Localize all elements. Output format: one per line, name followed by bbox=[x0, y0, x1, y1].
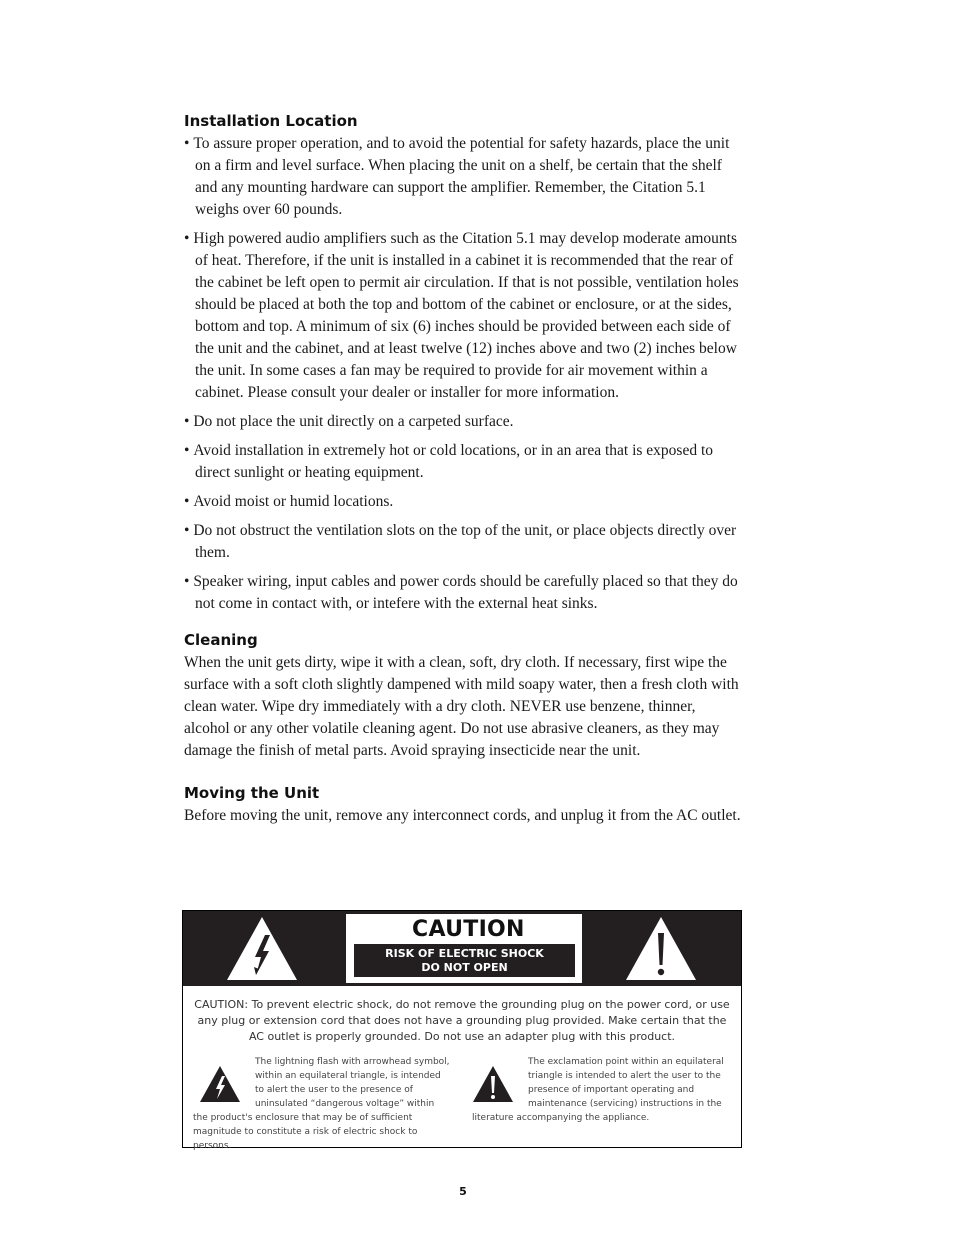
page-content bbox=[184, 110, 744, 827]
caution-subtitle-line: RISK OF ELECTRIC SHOCK bbox=[385, 947, 544, 960]
lightning-symbol-explanation bbox=[193, 1055, 451, 1153]
lightning-warning-icon bbox=[225, 915, 299, 982]
bullet-item: • Do not obstruct the ventilation slots on the top of the unit, or place objects directly over them. bbox=[184, 520, 744, 564]
exclamation-warning-icon bbox=[472, 1065, 514, 1103]
bullet-item: • To assure proper operation, and to avoid the potential for safety hazards, place the unit on a firm and level surface. When placing the unit on a shelf, be certain that the shelf and any mounting hardware can support the amplifier. Remember, the Citation 5.1 weighs over 60 pounds. bbox=[184, 133, 744, 221]
caution-subtitle-line: DO NOT OPEN bbox=[421, 961, 508, 974]
bullet-item: • Avoid installation in extremely hot or cold locations, or in an area that is exposed to direct sunlight or heating equipment. bbox=[184, 440, 744, 484]
cleaning-paragraph: When the unit gets dirty, wipe it with a clean, soft, dry cloth. If necessary, first wipe the surface with a soft cloth slightly dampened with mild soapy water, then a fresh cloth with clean water. Wipe dry immediately with a dry cloth. NEVER use benzene, thinner, alcohol or any other volatile cleaning agent. Do not use abrasive cleaners, as they may damage the finish of metal parts. Avoid spraying insecticide near the unit. bbox=[184, 654, 739, 759]
caution-warning-text: CAUTION: To prevent electric shock, do not remove the grounding plug on the power cord, or use any plug or extension cord that does not have a grounding plug provided. Make certain that the AC outlet is properly grounded. Do not use an adapter plug with this product. bbox=[194, 998, 730, 1043]
bullet-item: • Avoid moist or humid locations. bbox=[184, 491, 744, 513]
exclamation-warning-icon bbox=[624, 915, 698, 982]
caution-subtitle bbox=[354, 944, 575, 977]
moving-section bbox=[184, 782, 744, 827]
exclamation-explanation-text: The exclamation point within an equilateral triangle is intended to alert the user to the presence of important operating and maintenance (servicing) instructions in the literature accompanying the appliance. bbox=[472, 1057, 724, 1123]
exclamation-symbol-explanation bbox=[472, 1055, 730, 1125]
caution-label-box bbox=[182, 910, 742, 1151]
moving-heading: Moving the Unit bbox=[184, 784, 320, 802]
lightning-warning-icon bbox=[199, 1065, 241, 1103]
caution-panel bbox=[346, 914, 582, 983]
lightning-explanation-text: The lightning flash with arrowhead symbol, within an equilateral triangle, is intended to alert the user to the presence of uninsulated “dangerous voltage” within the product's enclosure that may be of sufficient magnitude to constitute a risk of electric shock to persons. bbox=[193, 1057, 450, 1151]
bullet-item: • High powered audio amplifiers such as the Citation 5.1 may develop moderate amounts of heat. Therefore, if the unit is installed in a cabinet it is recommended that the rear of the cabinet be left open to permit air circulation. If that is not possible, ventilation holes should be placed at both the top and bottom of the cabinet or enclosure, or at the sides, bottom and top. A minimum of six (6) inches should be provided between each side of the unit and the cabinet, and at least twelve (12) inches above and two (2) inches below the unit. In some cases a fan may be required to provide for air movement within a cabinet. Please consult your dealer or installer for more information. bbox=[184, 228, 744, 404]
moving-paragraph: Before moving the unit, remove any interconnect cords, and unplug it from the AC outlet. bbox=[184, 807, 741, 824]
bullet-item: • Speaker wiring, input cables and power cords should be carefully placed so that they do not come in contact with, or intefere with the external heat sinks. bbox=[184, 571, 744, 615]
installation-location-heading: Installation Location bbox=[184, 112, 358, 130]
installation-bullet-list bbox=[184, 133, 744, 615]
cleaning-heading: Cleaning bbox=[184, 631, 258, 649]
cleaning-section bbox=[184, 629, 744, 762]
caution-title: CAUTION bbox=[412, 917, 525, 942]
caution-banner bbox=[183, 911, 741, 986]
bullet-item: • Do not place the unit directly on a carpeted surface. bbox=[184, 411, 744, 433]
installation-location-section bbox=[184, 110, 744, 615]
page-number: 5 bbox=[459, 1185, 467, 1198]
